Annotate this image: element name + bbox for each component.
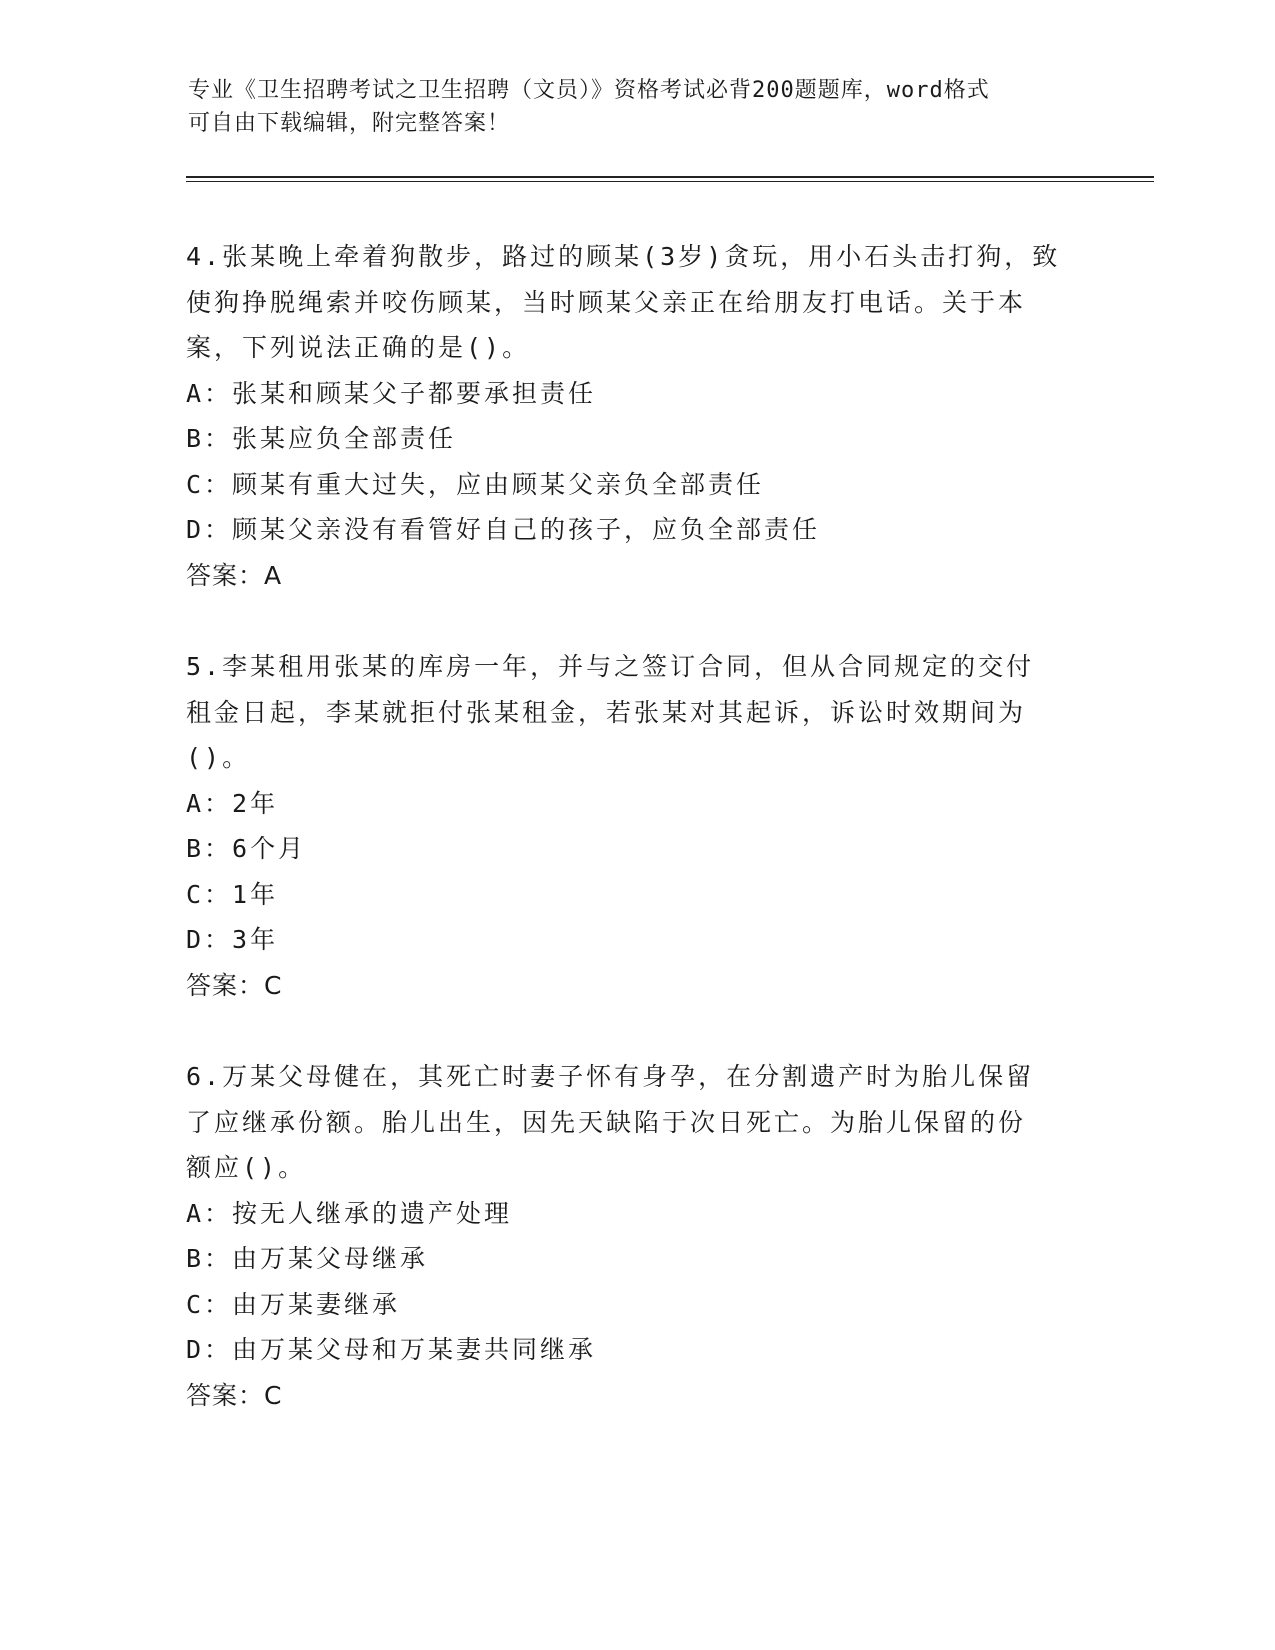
stem-line: 4.张某晚上牵着狗散步，路过的顾某(3岁)贪玩，用小石头击打狗，致 — [186, 242, 1061, 271]
question-stem — [186, 234, 1086, 371]
question-5 — [186, 644, 1086, 1008]
option-d: D：由万某父母和万某妻共同继承 — [186, 1335, 597, 1364]
answer: 答案：C — [186, 1380, 283, 1410]
header-divider-thick — [186, 176, 1154, 178]
option-a: A：按无人继承的遗产处理 — [186, 1198, 513, 1228]
option-b: B：张某应负全部责任 — [186, 424, 457, 453]
header-line-2: 可自由下载编辑，附完整答案！ — [188, 111, 511, 136]
header-line-1: 专业《卫生招聘考试之卫生招聘（文员）》资格考试必背200题题库，word格式 — [188, 78, 990, 103]
option-d: D：3年 — [186, 925, 279, 954]
stem-line: 使狗挣脱绳索并咬伤顾某，当时顾某父亲正在给朋友打电话。关于本 — [186, 287, 1027, 317]
option-a: A：张某和顾某父子都要承担责任 — [186, 378, 597, 408]
option-d: D：顾某父亲没有看管好自己的孩子，应负全部责任 — [186, 515, 821, 544]
option-b: B：6个月 — [186, 834, 307, 863]
stem-line: 5.李某租用张某的库房一年，并与之签订合同，但从合同规定的交付 — [186, 652, 1035, 681]
stem-line: 了应继承份额。胎儿出生，因先天缺陷于次日死亡。为胎儿保留的份 — [186, 1107, 1027, 1137]
stem-line: 租金日起，李某就拒付张某租金，若张某对其起诉，诉讼时效期间为 — [186, 697, 1027, 727]
stem-line: 6.万某父母健在，其死亡时妻子怀有身孕，在分割遗产时为胎儿保留 — [186, 1062, 1035, 1091]
option-a: A：2年 — [186, 788, 279, 818]
answer: 答案：A — [186, 560, 283, 590]
document-header — [188, 74, 1068, 140]
question-stem — [186, 1054, 1086, 1191]
stem-line: 案，下列说法正确的是()。 — [186, 333, 531, 362]
option-c: C：由万某妻继承 — [186, 1289, 401, 1319]
answer: 答案：C — [186, 970, 283, 1000]
stem-line: 额应()。 — [186, 1153, 307, 1182]
option-b: B：由万某父母继承 — [186, 1244, 429, 1273]
header-divider-thin — [186, 181, 1154, 182]
question-6 — [186, 1054, 1086, 1418]
question-4 — [186, 234, 1086, 598]
stem-line: ()。 — [186, 743, 251, 772]
option-c: C：1年 — [186, 879, 279, 909]
option-c: C：顾某有重大过失，应由顾某父亲负全部责任 — [186, 469, 765, 499]
question-stem — [186, 644, 1086, 781]
